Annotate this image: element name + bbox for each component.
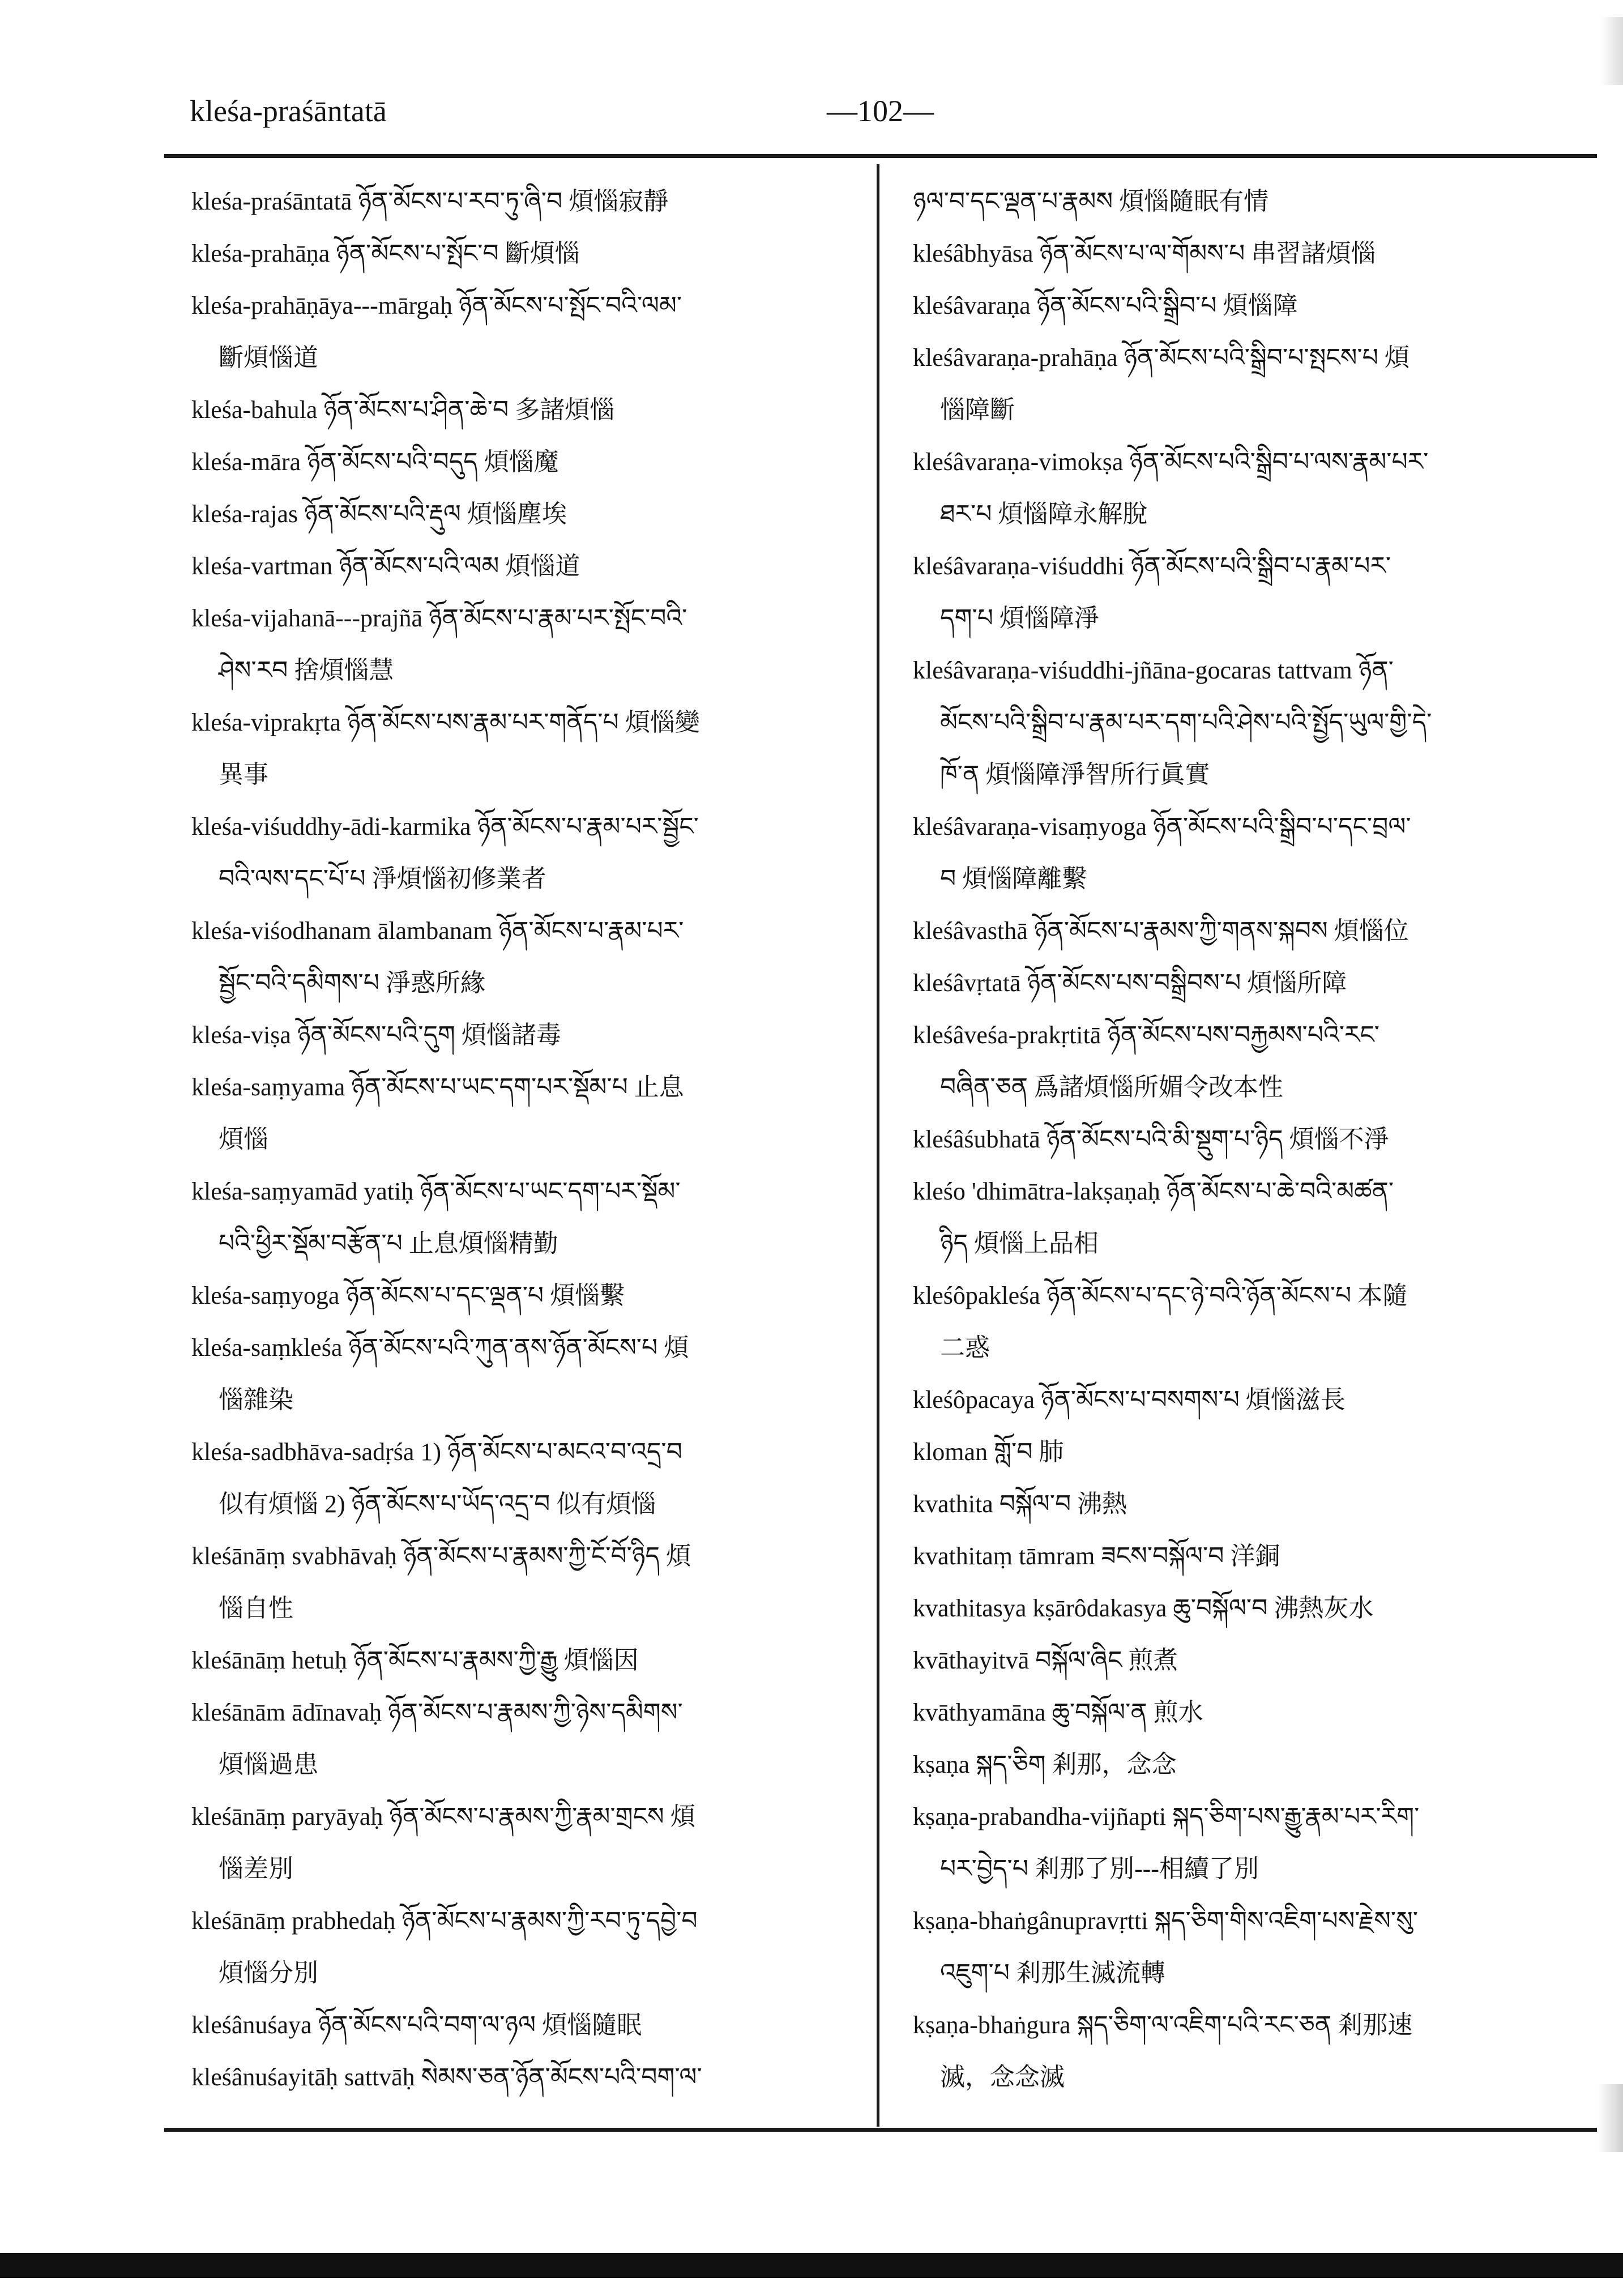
dictionary-entry xyxy=(191,697,860,801)
entry-line: kṣaṇa-prabandha-vijñapti སྐད་ཅིག་པས་རྒྱུ་རྣམ་པར་རིག་ xyxy=(913,1803,1420,1830)
entry-line: kleśa-vijahanā---prajñā ཉོན་མོངས་པ་རྣམ་པར་སྤོང་བའི་ xyxy=(191,604,687,632)
dictionary-entry xyxy=(913,1582,1581,1634)
entry-line: kleśa-viśuddhy-ādi-karmika ཉོན་མོངས་པ་རྣམ་པར་སྦྱོང་ xyxy=(191,813,699,840)
entry-line: kleśānāṃ prabhedaḥ ཉོན་མོངས་པ་རྣམས་ཀྱི་རབ་ཏུ་དབྱེ་བ xyxy=(191,1907,698,1935)
entry-continuation-line: ཉིད 煩惱上品相 xyxy=(940,1230,1099,1257)
dictionary-entry xyxy=(913,1530,1581,1582)
entry-continuation-line: བཞིན་ཅན 爲諸煩惱所媚令改本性 xyxy=(940,1073,1283,1101)
dictionary-entry xyxy=(913,1739,1581,1791)
entry-line: kleśa-viśodhanam ālambanam ཉོན་མོངས་པ་རྣམ་པར་ xyxy=(191,917,684,945)
entry-line: kloman གློ་བ 肺 xyxy=(913,1438,1064,1466)
dictionary-entry xyxy=(913,176,1581,228)
scan-edge-mark xyxy=(1598,2084,1623,2152)
dictionary-entry xyxy=(913,645,1581,801)
entry-continuation-line: བའི་ལས་དང་པོ་པ 淨煩惱初修業者 xyxy=(219,865,546,893)
dictionary-entry xyxy=(913,1426,1581,1478)
entry-continuation-line: 惱雜染 xyxy=(219,1386,293,1414)
entry-continuation-line: མོངས་པའི་སྒྲིབ་པ་རྣམ་པར་དག་པའི་ཤེས་པའི་སྤྱོད་ཡུལ་གྱི་དེ་ xyxy=(940,709,1432,736)
dictionary-entry xyxy=(191,1322,860,1426)
entry-continuation-line: 異事 xyxy=(219,761,268,788)
left-column xyxy=(191,176,860,2103)
top-rule xyxy=(164,154,1597,158)
entry-continuation-line: པར་བྱེད་པ 剎那了別---相續了別 xyxy=(940,1855,1259,1883)
entry-line: kleśâveśa-prakṛtitā ཉོན་མོངས་པས་བརྐྱམས་པའི་རང་ xyxy=(913,1021,1379,1049)
entry-line: kleśānāṃ hetuḥ ཉོན་མོངས་པ་རྣམས་ཀྱི་རྒྱུ 煩惱因 xyxy=(191,1646,639,1674)
entry-line: kleśânuśaya ཉོན་མོངས་པའི་བག་ལ་ཉལ 煩惱隨眠 xyxy=(191,2011,642,2039)
entry-continuation-line: 似有煩惱 2) ཉོན་མོངས་པ་ཡོད་འདྲ་བ 似有煩惱 xyxy=(219,1490,656,1518)
column-divider xyxy=(877,164,879,2127)
entry-line: kleśa-viṣa ཉོན་མོངས་པའི་དུག 煩惱諸毒 xyxy=(191,1021,561,1049)
dictionary-entry xyxy=(191,384,860,436)
dictionary-entry xyxy=(913,905,1581,957)
entry-line: kleśo 'dhimātra-lakṣaṇaḥ ཉོན་མོངས་པ་ཆེ་བའི་མཚན་ xyxy=(913,1177,1394,1205)
entry-line: kleśānāṃ paryāyaḥ ཉོན་མོངས་པ་རྣམས་ཀྱི་རྣམ་གྲངས 煩 xyxy=(191,1803,695,1830)
entry-line: kleśa-saṃyamād yatiḥ ཉོན་མོངས་པ་ཡང་དག་པར་སྡོམ་ xyxy=(191,1177,681,1205)
dictionary-entry xyxy=(191,1530,860,1634)
dictionary-entry xyxy=(913,801,1581,905)
dictionary-entry xyxy=(913,957,1581,1009)
dictionary-entry xyxy=(191,1166,860,1270)
dictionary-entry xyxy=(191,905,860,1009)
dictionary-entry xyxy=(191,1999,860,2051)
dictionary-entry xyxy=(191,2051,860,2103)
page-number: —102— xyxy=(827,94,934,128)
dictionary-entry xyxy=(191,1270,860,1322)
dictionary-entry xyxy=(913,280,1581,332)
scan-bottom-band xyxy=(0,2253,1623,2278)
bottom-rule xyxy=(164,2128,1597,2132)
dictionary-entry xyxy=(191,1061,860,1166)
entry-line: kṣaṇa-bhaṅgânupravṛtti སྐད་ཅིག་གིས་འཇིག་པས་རྗེས་སུ་ xyxy=(913,1907,1419,1935)
entry-line: ཉལ་བ་དང་ལྡན་པ་རྣམས 煩惱隨眠有情 xyxy=(913,187,1269,215)
dictionary-entry xyxy=(913,1687,1581,1739)
entry-line: kleśânuśayitāḥ sattvāḥ སེམས་ཅན་ཉོན་མོངས་པའི་བག་ལ་ xyxy=(191,2063,702,2091)
entry-line: kleśâśubhatā ཉོན་མོངས་པའི་མི་སྡུག་པ་ཉིད 煩惱不淨 xyxy=(913,1125,1389,1153)
dictionary-entry xyxy=(191,1791,860,1895)
entry-line: kleśa-saṃkleśa ཉོན་མོངས་པའི་ཀུན་ནས་ཉོན་མོངས་པ 煩 xyxy=(191,1334,689,1362)
entry-line: kleśâvaraṇa-visaṃyoga ཉོན་མོངས་པའི་སྒྲིབ་པ་དང་བྲལ་ xyxy=(913,813,1411,840)
entry-line: kleśa-sadbhāva-sadṛśa 1) ཉོན་མོངས་པ་མངའ་བ་འདྲ་བ xyxy=(191,1438,682,1466)
dictionary-entry xyxy=(913,1791,1581,1895)
entry-line: kleśâvaraṇa-viśuddhi-jñāna-gocaras tattvam ཉོན་ xyxy=(913,656,1394,684)
entry-line: kvathitasya kṣārôdakasya ཆུ་བསྐོལ་བ 沸熱灰水 xyxy=(913,1594,1374,1622)
dictionary-entry xyxy=(191,1895,860,1999)
entry-continuation-line: 惱差別 xyxy=(219,1855,293,1883)
entry-line: kleśâvṛtatā ཉོན་མོངས་པས་བསྒྲིབས་པ 煩惱所障 xyxy=(913,969,1347,997)
entry-line: kleśa-vartman ཉོན་མོངས་པའི་ལམ 煩惱道 xyxy=(191,552,580,580)
entry-line: kleśa-prahāṇa ཉོན་མོངས་པ་སྤོང་བ 斷煩惱 xyxy=(191,240,580,267)
dictionary-entry xyxy=(913,1270,1581,1374)
dictionary-entry xyxy=(191,1634,860,1687)
dictionary-entry xyxy=(191,176,860,228)
entry-line: kleśôpacaya ཉོན་མོངས་པ་བསགས་པ 煩惱滋長 xyxy=(913,1386,1346,1414)
dictionary-entry xyxy=(913,1895,1581,1999)
entry-line: kṣaṇa-bhaṅgura སྐད་ཅིག་ལ་འཇིག་པའི་རང་ཅན 剎那速 xyxy=(913,2011,1413,2039)
entry-line: kleśâvaraṇa-prahāṇa ཉོན་མོངས་པའི་སྒྲིབ་པ་སྤངས་པ 煩 xyxy=(913,344,1410,372)
dictionary-entry xyxy=(913,1478,1581,1530)
dictionary-entry xyxy=(191,540,860,592)
entry-line: kleśa-praśāntatā ཉོན་མོངས་པ་རབ་ཏུ་ཞི་བ 煩惱寂靜 xyxy=(191,187,669,215)
entry-continuation-line: 二惑 xyxy=(940,1334,990,1362)
entry-continuation-line: 斷煩惱道 xyxy=(219,344,318,372)
dictionary-entry xyxy=(913,228,1581,280)
entry-line: kleśānām ādīnavaḥ ཉོན་མོངས་པ་རྣམས་ཀྱི་ཉེས་དམིགས་ xyxy=(191,1698,683,1726)
scan-edge-mark xyxy=(1600,17,1623,85)
entry-line: kvathitaṃ tāmram ཟངས་བསྐོལ་བ 洋銅 xyxy=(913,1542,1280,1570)
entry-continuation-line: 煩惱分別 xyxy=(219,1959,318,1987)
entry-continuation-line: དག་པ 煩惱障淨 xyxy=(940,604,1099,632)
dictionary-entry xyxy=(191,801,860,905)
entry-continuation-line: ཁོ་ན 煩惱障淨智所行眞實 xyxy=(940,761,1210,788)
dictionary-entry xyxy=(913,1999,1581,2103)
dictionary-entry xyxy=(191,436,860,488)
entry-continuation-line: 惱自性 xyxy=(219,1594,293,1622)
dictionary-entry xyxy=(191,1009,860,1061)
entry-line: kleśâvaraṇa-vimokṣa ཉོན་མོངས་པའི་སྒྲིབ་པ་ལས་རྣམ་པར་ xyxy=(913,448,1429,476)
entry-line: kleśa-saṃyoga ཉོན་མོངས་པ་དང་ལྡན་པ 煩惱繫 xyxy=(191,1282,625,1309)
entry-line: kleśa-bahula ཉོན་མོངས་པ་ཤིན་ཆེ་བ 多諸煩惱 xyxy=(191,396,615,424)
entry-continuation-line: བ 煩惱障離繫 xyxy=(940,865,1087,893)
entry-line: kleśānāṃ svabhāvaḥ ཉོན་མོངས་པ་རྣམས་ཀྱི་ངོ་བོ་ཉིད 煩 xyxy=(191,1542,691,1570)
dictionary-entry xyxy=(913,540,1581,645)
dictionary-entry xyxy=(191,228,860,280)
dictionary-entry xyxy=(913,332,1581,436)
entry-continuation-line: འཇུག་པ 剎那生滅流轉 xyxy=(940,1959,1165,1987)
entry-line: kleśâbhyāsa ཉོན་མོངས་པ་ལ་གོམས་པ 串習諸煩惱 xyxy=(913,240,1376,267)
entry-continuation-line: 滅，念念滅 xyxy=(940,2063,1065,2091)
dictionary-entry xyxy=(191,488,860,540)
entry-continuation-line: ཐར་པ 煩惱障永解脫 xyxy=(940,500,1148,528)
entry-line: kleśa-prahāṇāya---mārgaḥ ཉོན་མོངས་པ་སྤོང་བའི་ལམ་ xyxy=(191,292,682,319)
entry-line: kṣaṇa སྐད་ཅིག 剎那，念念 xyxy=(913,1751,1177,1778)
entry-line: kleśa-rajas ཉོན་མོངས་པའི་རྡུལ 煩惱塵埃 xyxy=(191,500,567,528)
entry-continuation-line: པའི་ཕྱིར་སྡོམ་བརྩོན་པ 止息煩惱精勤 xyxy=(219,1230,558,1257)
dictionary-entry xyxy=(191,1426,860,1530)
entry-line: kleśâvaraṇa-viśuddhi ཉོན་མོངས་པའི་སྒྲིབ་པ་རྣམ་པར་ xyxy=(913,552,1391,580)
dictionary-entry xyxy=(913,1634,1581,1687)
right-column xyxy=(913,176,1581,2103)
dictionary-entry xyxy=(913,1113,1581,1166)
entry-continuation-line: སྦྱོང་བའི་དམིགས་པ 淨惑所緣 xyxy=(219,969,485,997)
dictionary-entry xyxy=(191,280,860,384)
entry-continuation-line: 煩惱 xyxy=(219,1125,268,1153)
dictionary-entry xyxy=(913,1166,1581,1270)
entry-line: kvāthayitvā བསྐོལ་ཞིང 煎煮 xyxy=(913,1646,1178,1674)
entry-line: kleśôpakleśa ཉོན་མོངས་པ་དང་ཉེ་བའི་ཉོན་མོངས་པ 本隨 xyxy=(913,1282,1408,1309)
running-head: kleśa-praśāntatā xyxy=(190,94,387,128)
dictionary-entry xyxy=(913,1009,1581,1113)
dictionary-entry xyxy=(191,592,860,697)
entry-continuation-line: 惱障斷 xyxy=(940,396,1015,424)
dictionary-entry xyxy=(191,1687,860,1791)
dictionary-entry xyxy=(913,436,1581,540)
entry-line: kvathita བསྐོལ་བ 沸熱 xyxy=(913,1490,1127,1518)
entry-line: kleśa-viprakṛta ཉོན་མོངས་པས་རྣམ་པར་གནོད་པ 煩惱變 xyxy=(191,709,700,736)
dictionary-entry xyxy=(913,1374,1581,1426)
entry-continuation-line: 煩惱過患 xyxy=(219,1751,318,1778)
entry-line: kleśâvasthā ཉོན་མོངས་པ་རྣམས་ཀྱི་གནས་སྐབས 煩惱位 xyxy=(913,917,1409,945)
entry-line: kvāthyamāna ཆུ་བསྐོལ་ན 煎水 xyxy=(913,1698,1203,1726)
entry-line: kleśa-saṃyama ཉོན་མོངས་པ་ཡང་དག་པར་སྡོམ་པ 止息 xyxy=(191,1073,684,1101)
entry-line: kleśa-māra ཉོན་མོངས་པའི་བདུད 煩惱魔 xyxy=(191,448,559,476)
entry-continuation-line: ཤེས་རབ 捨煩惱慧 xyxy=(219,656,394,684)
entry-line: kleśâvaraṇa ཉོན་མོངས་པའི་སྒྲིབ་པ 煩惱障 xyxy=(913,292,1298,319)
